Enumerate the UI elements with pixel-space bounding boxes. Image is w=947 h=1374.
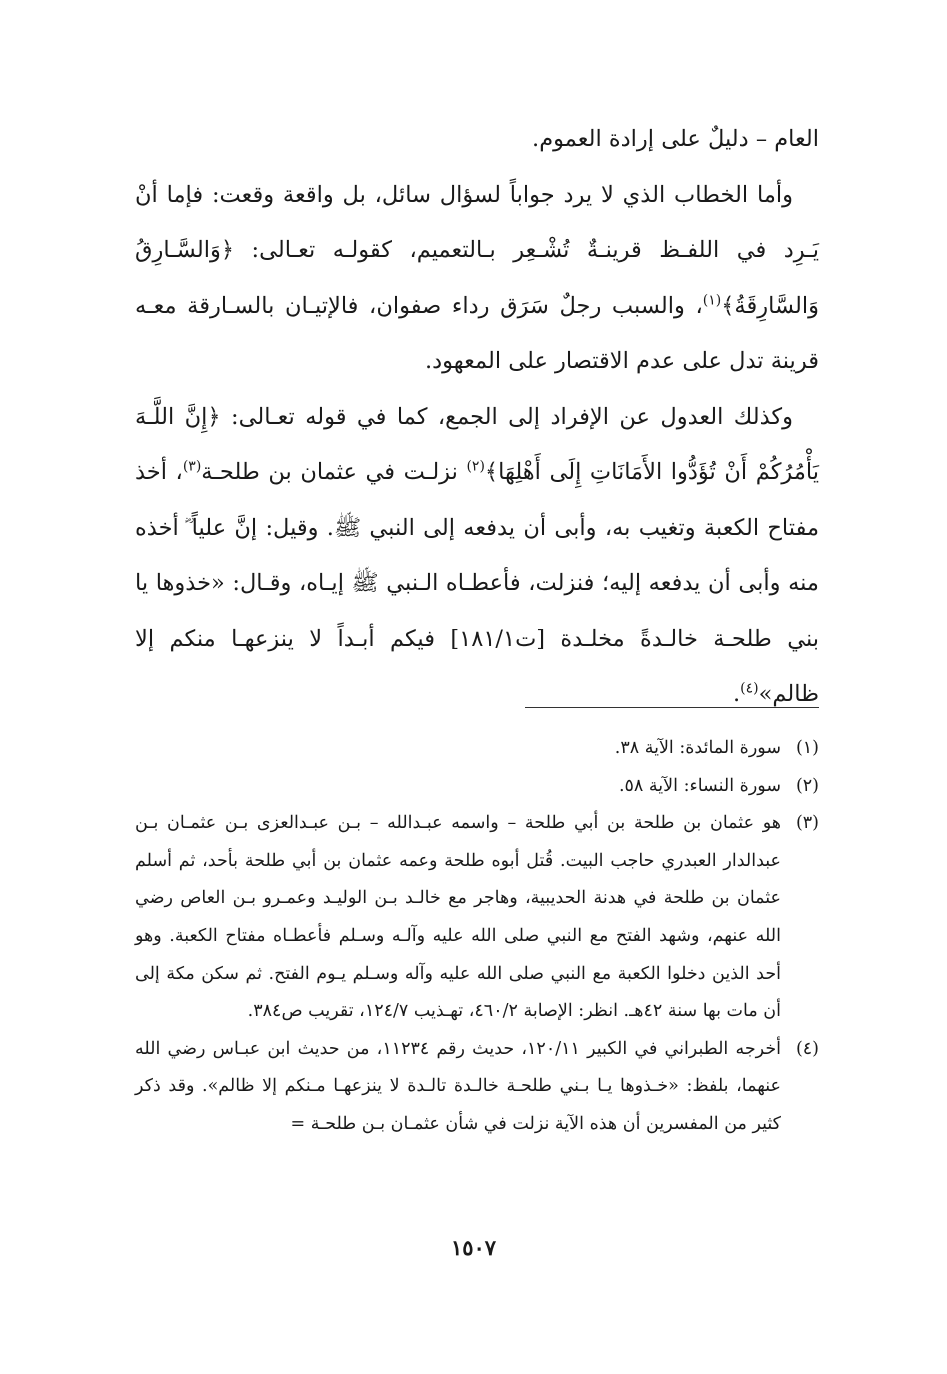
footnote-ref-4: (٤) bbox=[740, 680, 759, 697]
paragraph-3-end: . bbox=[733, 681, 741, 707]
paragraph-2-text: وأما الخطاب الذي لا يرد جواباً لسؤال سائل، بل واقعة وقعت: فإما أنْ يَـرِد في اللفـظ قرينـةٌ تُشْـعِر بـالتعميم، كقولـه تعـالى: ﴿وَالسَّـارِقُ وَالسَّارِقَةُ﴾ bbox=[135, 181, 819, 319]
footnote-4 bbox=[135, 1031, 819, 1144]
paragraph-3 bbox=[135, 390, 819, 723]
footnote-number: (٣) bbox=[795, 813, 819, 834]
footnote-ref-3: (٣) bbox=[182, 458, 202, 475]
footnote-3 bbox=[135, 805, 819, 1031]
paragraph-3-rest: ، أخذ مفتاح الكعبة وتغيب به، وأبى أن يدفعه إلى النبي ﷺ. وقيل: إنَّ علياً ؓ أخذه منه وأبى أن يدفعه إليه؛ فنزلت، فأعطـاه الـنبي ﷺ إيـاه، وقـال: «خذوها يا بني طلحـة خالـدةً مخلـدة [ت١٨١/١] فيكم أبـداً لا ينزعهـا منكم إلا ظالم» bbox=[135, 459, 819, 707]
paragraph-1-text: العام – دليلٌ على إرادة العموم. bbox=[532, 126, 819, 152]
footnote-2 bbox=[135, 768, 819, 806]
paragraph-3-text: وكذلك العدول عن الإفراد إلى الجمع، كما في قوله تعـالى: ﴿إِنَّ اللَّـهَ يَأْمُرُكُمْ أَنْ تُؤَدُّوا الأَمَانَاتِ إِلَى أَهْلِهَا﴾ bbox=[135, 403, 819, 485]
footnote-text: سورة المائدة: الآية ٣٨. bbox=[614, 738, 781, 758]
paragraph-1 bbox=[135, 112, 819, 168]
footnote-number: (٢) bbox=[795, 775, 819, 796]
paragraph-2 bbox=[135, 168, 819, 390]
footnote-text: سورة النساء: الآية ٥٨. bbox=[618, 775, 781, 796]
footnote-separator bbox=[525, 707, 819, 708]
footnote-1 bbox=[135, 730, 819, 768]
footnote-ref-2: (٢) bbox=[466, 458, 485, 475]
footnote-text: أخرجه الطبراني في الكبير ١٢٠/١١، حديث رقم ١١٢٣٤، من حديث ابن عبـاس رضي الله عنهما، بلفظ: «خـذوها يـا بـني طلحـة خالـدة تالـدة لا ينزعهـا مـنكم إلا ظالم». وقد ذكر كثير من المفسرين أن هذه الآية نزلت في شأن عثمـان بـن طلحـة = bbox=[135, 1038, 782, 1134]
page-number: ١٥٠٧ bbox=[450, 1235, 497, 1260]
main-text bbox=[135, 112, 819, 723]
footnote-text: هو عثمان بن طلحة بن أبي طلحة – واسمه عبـدالله – بـن عبـدالعزى بـن عثمـان بـن عبدالدار العبدري حاجب البيت. قُتل أبوه طلحة وعمه عثمان بن أبي طلحة بأحد، ثم أسلم عثمان بن طلحة في هدنة الحديبية، وهاجر مع خالـد بـن الوليـد وعمـرو بـن العاص رضي الله عنهم، وشهد الفتح مع النبي صلى الله عليه وآلـه وسـلم فأعطـاه مفتاح الكعبة. وهو أحد الذين دخلوا الكعبة مع النبي صلى الله عليه وآله وسـلم يـوم الفتح. ثم سكن مكة إلى أن مات بها سنة ٤٢هـ. انظر: الإصابة ٤٦٠/٢، تهـذيب ١٢٤/٧، تقريب ص٣٨٤. bbox=[135, 813, 781, 1022]
footnote-ref-1: (١) bbox=[702, 292, 722, 308]
footnote-number: (١) bbox=[795, 738, 819, 758]
footnotes bbox=[135, 730, 819, 1144]
footnote-number: (٤) bbox=[795, 1038, 819, 1059]
paragraph-3-mid: نزلـت في عثمان بن طلحـة bbox=[201, 459, 467, 485]
paragraph-2-rest: ، والسبب رجلٌ سَرَق رداء صفوان، فالإتيـان بالسـارقة معـه قرينة تدل على عدم الاقتصار على المعهود. bbox=[135, 292, 819, 374]
